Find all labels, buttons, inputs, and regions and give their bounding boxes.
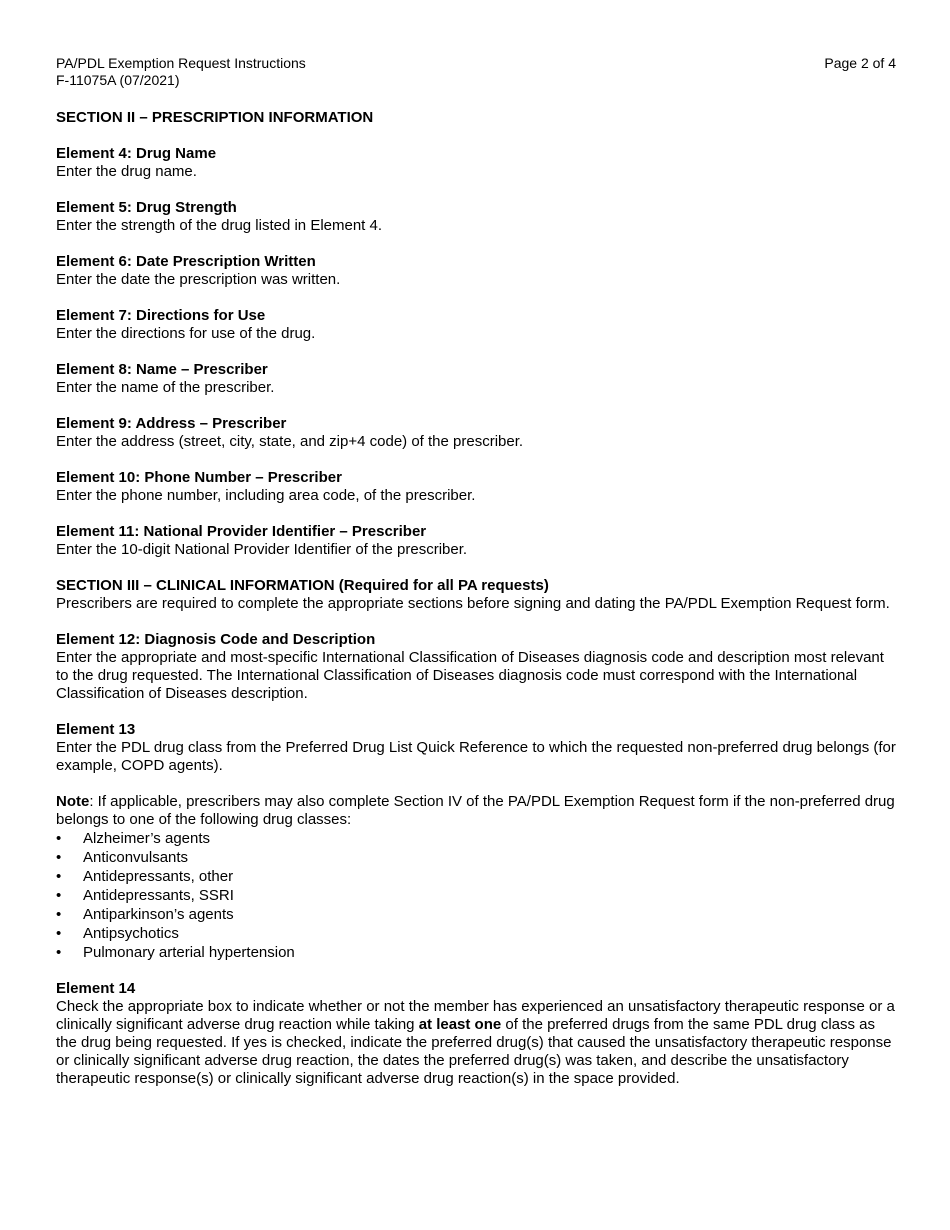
- section-3: [56, 577, 896, 613]
- element-8: [56, 361, 896, 397]
- document-title: PA/PDL Exemption Request Instructions: [56, 55, 306, 71]
- note-block: [56, 793, 896, 962]
- element-10-text: Enter the phone number, including area code, of the prescriber.: [56, 487, 476, 504]
- list-item: • Antiparkinson’s agents: [56, 906, 234, 923]
- bullet-icon: •: [56, 849, 62, 866]
- list-item: • Antidepressants, SSRI: [56, 887, 234, 904]
- list-item: • Alzheimer’s agents: [56, 830, 211, 847]
- element-7-text: Enter the directions for use of the drug.: [56, 325, 316, 342]
- element-6-title: Element 6: Date Prescription Written: [56, 253, 316, 270]
- element-11-title: Element 11: National Provider Identifier – Prescriber: [56, 523, 427, 540]
- section-2-title: SECTION II – PRESCRIPTION INFORMATION: [56, 109, 374, 126]
- note-paragraph: [56, 793, 896, 829]
- drug-class-list: [56, 829, 896, 962]
- document-page: [56, 55, 896, 1088]
- element-9-text: Enter the address (street, city, state, and zip+4 code) of the prescriber.: [56, 433, 524, 450]
- element-8-title: Element 8: Name – Prescriber: [56, 361, 268, 378]
- element-4-title: Element 4: Drug Name: [56, 145, 217, 162]
- element-7-title: Element 7: Directions for Use: [56, 307, 266, 324]
- element-5-text: Enter the strength of the drug listed in Element 4.: [56, 217, 383, 234]
- element-13: [56, 721, 896, 775]
- element-10: [56, 469, 896, 505]
- element-6: [56, 253, 896, 289]
- form-id: F-11075A (07/2021): [56, 72, 180, 88]
- bullet-icon: •: [56, 868, 62, 885]
- element-13-title: Element 13: [56, 721, 136, 738]
- list-item: • Antidepressants, other: [56, 868, 234, 885]
- element-5-title: Element 5: Drug Strength: [56, 199, 237, 216]
- element-13-text: Enter the PDL drug class from the Preferred Drug List Quick Reference to which the requested non-preferred drug belongs (for example, COPD agents).: [56, 739, 896, 774]
- element-9: [56, 415, 896, 451]
- element-12: [56, 631, 896, 703]
- note-label: Note: [56, 793, 90, 810]
- note-text: : If applicable, prescribers may also complete Section IV of the PA/PDL Exemption Request form if the non-preferred drug belongs to one of the following drug classes:: [56, 793, 895, 828]
- element-6-text: Enter the date the prescription was written.: [56, 271, 341, 288]
- emphasis-at-least-one: at least one: [418, 1016, 502, 1033]
- element-4: [56, 145, 896, 181]
- list-item: • Antipsychotics: [56, 925, 179, 942]
- element-14-title: Element 14: [56, 980, 136, 997]
- bullet-icon: •: [56, 925, 62, 942]
- element-12-text: Enter the appropriate and most-specific International Classification of Diseases diagnosis code and description most relevant to the drug requested. The International Classification of Diseases diagnosis code must correspond with the International Classification of Diseases description.: [56, 649, 884, 702]
- element-14: [56, 980, 896, 1088]
- element-9-title: Element 9: Address – Prescriber: [56, 415, 287, 432]
- element-7: [56, 307, 896, 343]
- element-12-title: Element 12: Diagnosis Code and Description: [56, 631, 376, 648]
- section-3-title: SECTION III – CLINICAL INFORMATION (Required for all PA requests): [56, 577, 549, 594]
- element-11-text: Enter the 10-digit National Provider Identifier of the prescriber.: [56, 541, 468, 558]
- list-item: • Pulmonary arterial hypertension: [56, 944, 295, 961]
- element-14-text: Check the appropriate box to indicate whether or not the member has experienced an unsatisfactory therapeutic response or a clinically significant adverse drug reaction while taking at least one of the preferred drugs from the same PDL drug class as the drug being requested. If yes is checked, indicate the preferred drug(s) that caused the unsatisfactory therapeutic response or clinically significant adverse drug reaction, the dates the preferred drug(s) was taken, and describe the unsatisfactory therapeutic response(s) or clinically significant adverse drug reaction(s) in the space provided.: [56, 998, 895, 1087]
- element-4-text: Enter the drug name.: [56, 163, 197, 180]
- bullet-icon: •: [56, 944, 62, 961]
- bullet-icon: •: [56, 906, 62, 923]
- list-item: • Anticonvulsants: [56, 849, 189, 866]
- element-8-text: Enter the name of the prescriber.: [56, 379, 275, 396]
- page-number: Page 2 of 4: [824, 55, 896, 71]
- section-3-intro: Prescribers are required to complete the appropriate sections before signing and dating the PA/PDL Exemption Request form.: [56, 595, 890, 612]
- section-2: [56, 109, 896, 127]
- element-11: [56, 523, 896, 559]
- element-5: [56, 199, 896, 235]
- bullet-icon: •: [56, 887, 62, 904]
- element-10-title: Element 10: Phone Number – Prescriber: [56, 469, 342, 486]
- bullet-icon: •: [56, 830, 62, 847]
- page-header: [56, 55, 896, 72]
